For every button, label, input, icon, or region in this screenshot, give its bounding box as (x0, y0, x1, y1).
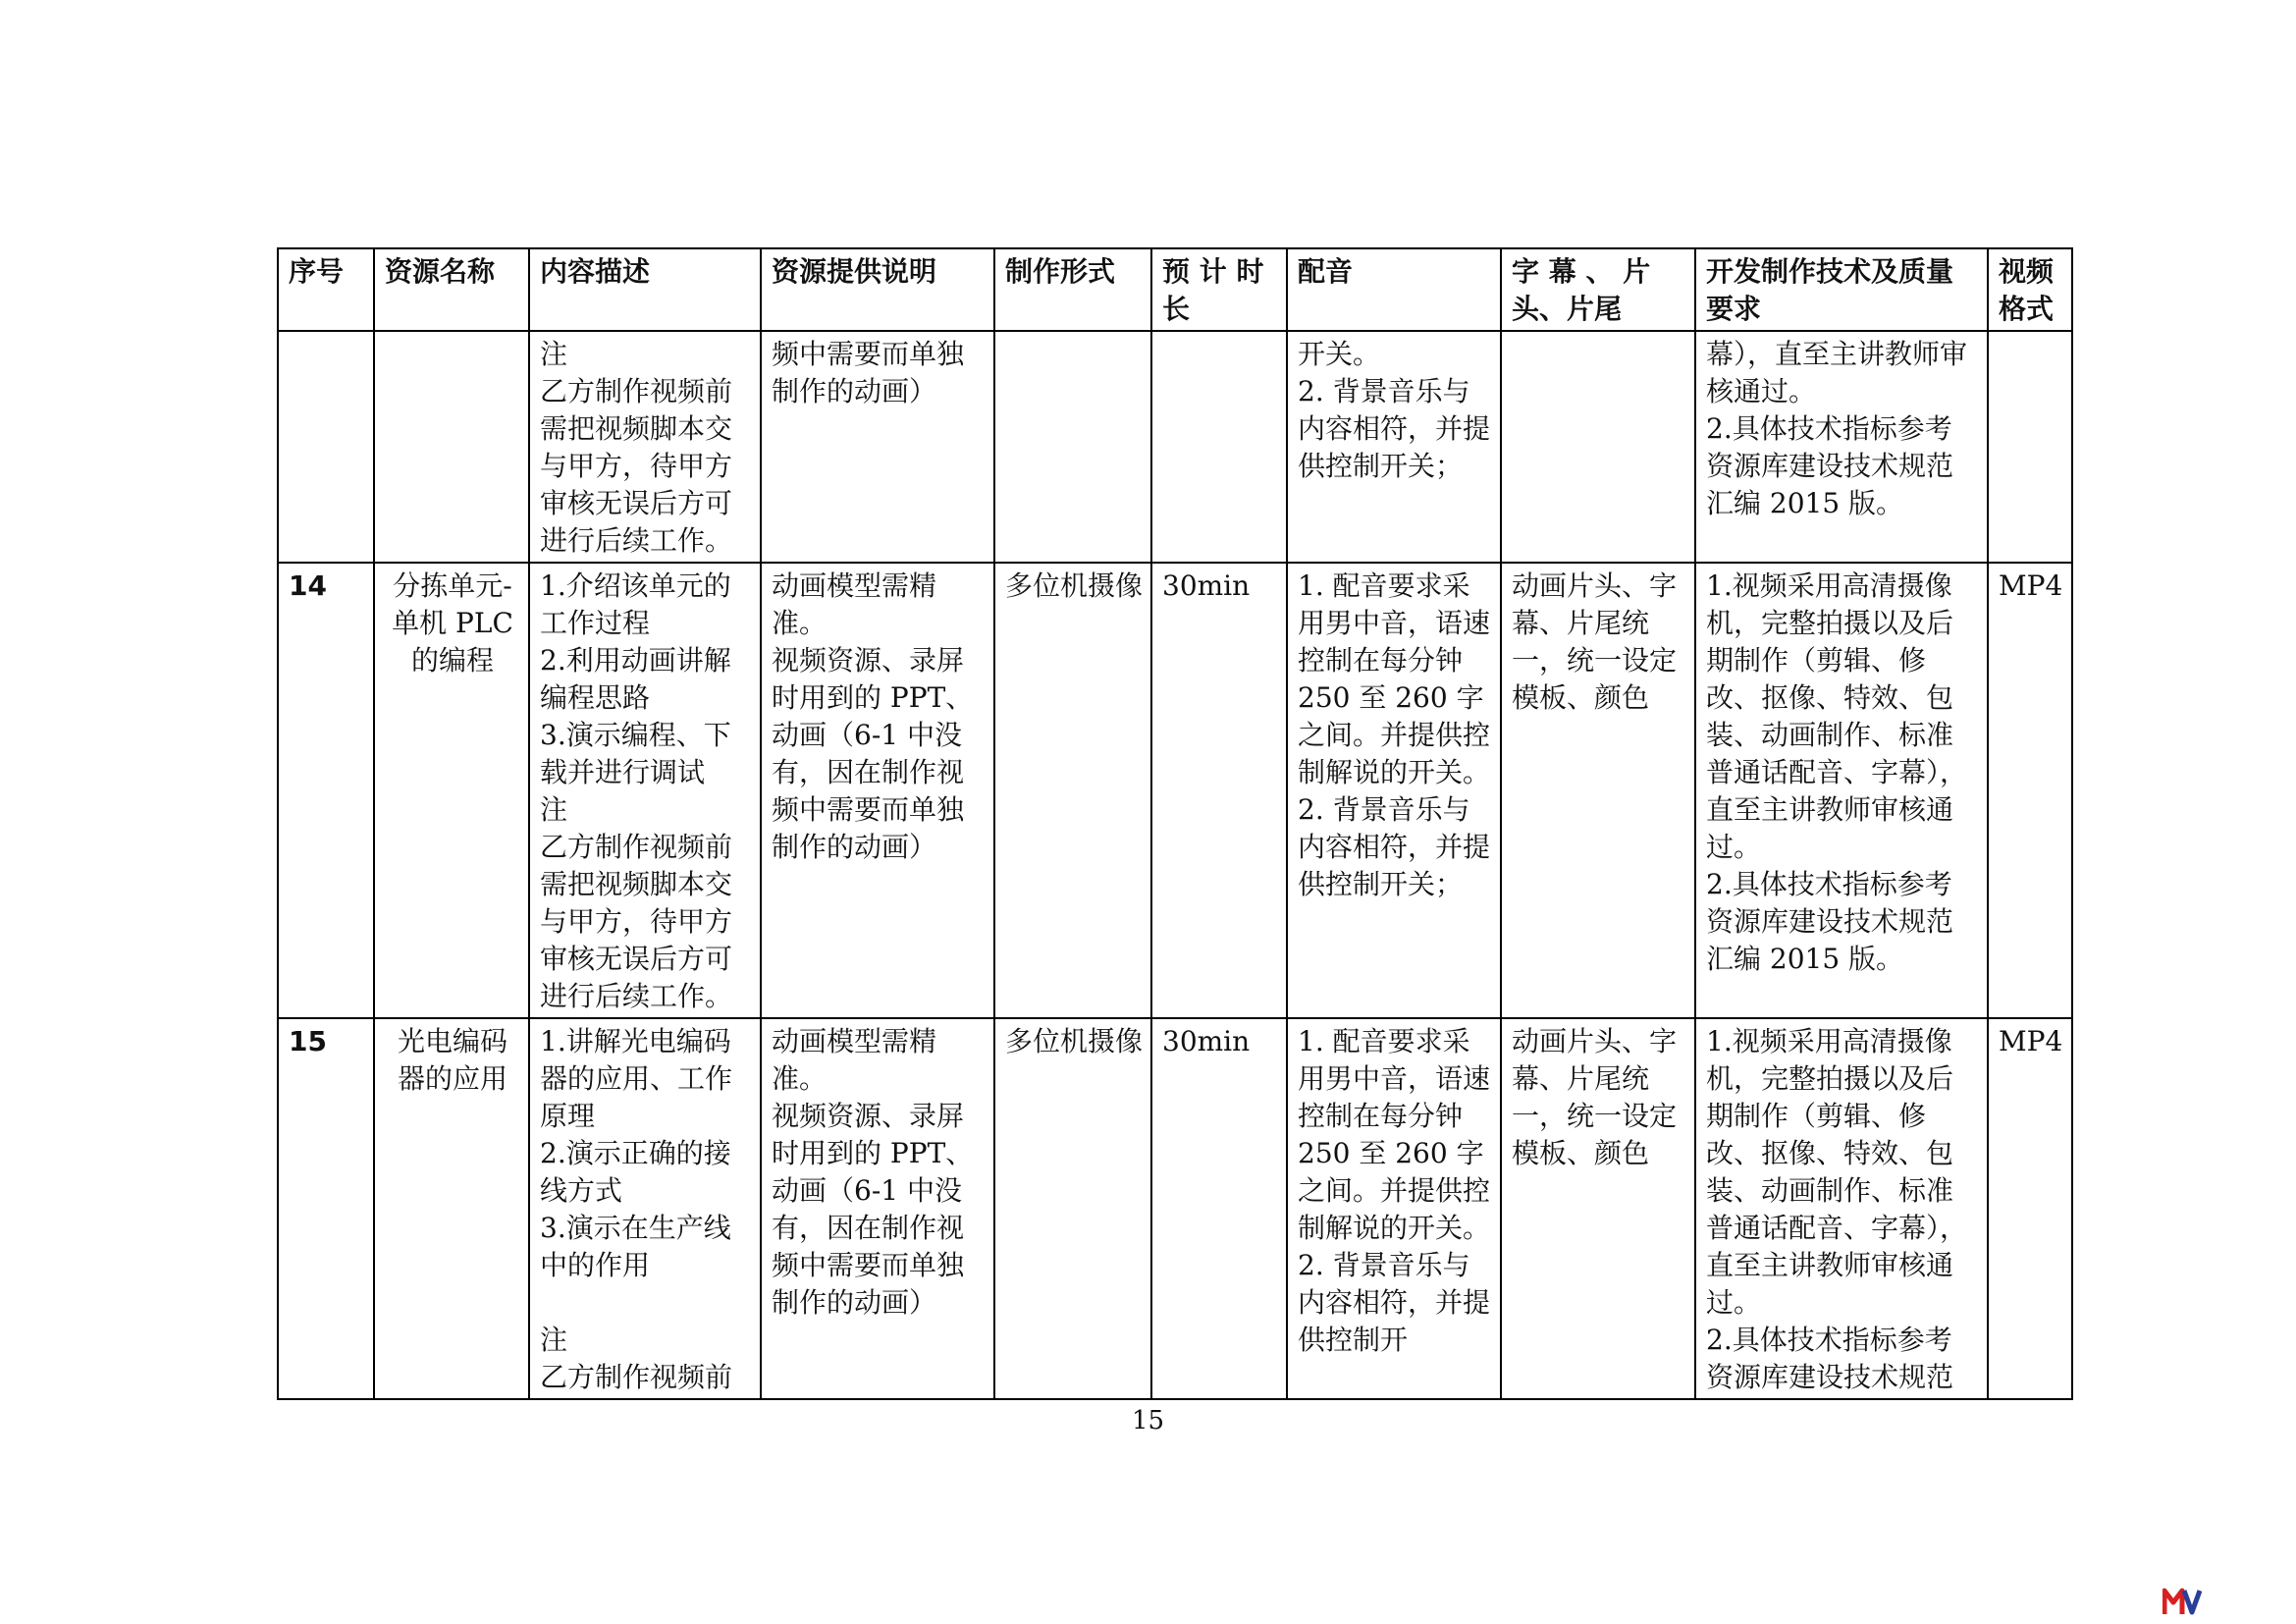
content-description: 注 乙方制作视频前需把视频脚本交与甲方，待甲方审核无误后方可进行后续工作。 (529, 331, 761, 563)
resource-table (277, 247, 2073, 1400)
voiceover: 1. 配音要求采用男中音，语速控制在每分钟 250 至 260 字之间。并提供控制解说的开关。 2. 背景音乐与内容相符，并提供控制开 (1287, 1018, 1501, 1399)
watermark-logo-icon (2163, 1587, 2204, 1616)
content-description: 1.讲解光电编码器的应用、工作原理 2.演示正确的接线方式 3.演示在生产线中的作用 注 乙方制作视频前 (529, 1018, 761, 1399)
page-number: 15 (1131, 1406, 1165, 1435)
video-format: MP4 (1988, 1018, 2072, 1399)
table-row (278, 331, 2072, 563)
provision-notes: 动画模型需精准。 视频资源、录屏时用到的 PPT、动画（6-1 中没有，因在制作视频中需要而单独制作的动画） (761, 563, 994, 1018)
row-number (278, 331, 374, 563)
table-header-row (278, 248, 2072, 331)
resource-name: 光电编码器的应用 (374, 1018, 529, 1399)
header-cell-tech: 开发制作技术及质量要求 (1695, 248, 1988, 331)
subtitles-intro-outro: 动画片头、字幕、片尾统一，统一设定模板、颜色 (1501, 563, 1695, 1018)
header-cell-num: 序号 (278, 248, 374, 331)
estimated-duration (1151, 331, 1287, 563)
content-description: 1.介绍该单元的工作过程 2.利用动画讲解编程思路 3.演示编程、下载并进行调试 注 乙方制作视频前需把视频脚本交与甲方，待甲方审核无误后方可进行后续工作。 (529, 563, 761, 1018)
tech-quality-requirements: 1.视频采用高清摄像机，完整拍摄以及后期制作（剪辑、修改、抠像、特效、包装、动画制作、标准普通话配音、字幕），直至主讲教师审核通过。 2.具体技术指标参考资源库建设技术规范 (1695, 1018, 1988, 1399)
provision-notes: 频中需要而单独制作的动画） (761, 331, 994, 563)
estimated-duration: 30min (1151, 563, 1287, 1018)
resource-name (374, 331, 529, 563)
header-cell-duration: 预 计 时 长 (1151, 248, 1287, 331)
header-cell-form: 制作形式 (994, 248, 1151, 331)
production-form: 多位机摄像 (994, 563, 1151, 1018)
provision-notes: 动画模型需精准。 视频资源、录屏时用到的 PPT、动画（6-1 中没有，因在制作视频中需要而单独制作的动画） (761, 1018, 994, 1399)
header-cell-provide: 资源提供说明 (761, 248, 994, 331)
voiceover: 开关。 2. 背景音乐与内容相符，并提供控制开关； (1287, 331, 1501, 563)
table-row (278, 563, 2072, 1018)
subtitles-intro-outro (1501, 331, 1695, 563)
header-cell-format: 视频 格式 (1988, 248, 2072, 331)
row-number: 14 (278, 563, 374, 1018)
video-format: MP4 (1988, 563, 2072, 1018)
header-cell-desc: 内容描述 (529, 248, 761, 331)
header-cell-subtitle: 字 幕 、 片 头、片尾 (1501, 248, 1695, 331)
voiceover: 1. 配音要求采用男中音，语速控制在每分钟 250 至 260 字之间。并提供控制解说的开关。 2. 背景音乐与内容相符，并提供控制开关； (1287, 563, 1501, 1018)
subtitles-intro-outro: 动画片头、字幕、片尾统一，统一设定模板、颜色 (1501, 1018, 1695, 1399)
tech-quality-requirements: 1.视频采用高清摄像机，完整拍摄以及后期制作（剪辑、修改、抠像、特效、包装、动画制作、标准普通话配音、字幕），直至主讲教师审核通过。 2.具体技术指标参考资源库建设技术规范汇编 2015 版。 (1695, 563, 1988, 1018)
header-cell-name: 资源名称 (374, 248, 529, 331)
table-row (278, 1018, 2072, 1399)
production-form (994, 331, 1151, 563)
production-form: 多位机摄像 (994, 1018, 1151, 1399)
tech-quality-requirements: 幕），直至主讲教师审核通过。 2.具体技术指标参考资源库建设技术规范汇编 2015 版。 (1695, 331, 1988, 563)
estimated-duration: 30min (1151, 1018, 1287, 1399)
row-number: 15 (278, 1018, 374, 1399)
header-cell-voice: 配音 (1287, 248, 1501, 331)
video-format (1988, 331, 2072, 563)
resource-name: 分拣单元-单机 PLC 的编程 (374, 563, 529, 1018)
